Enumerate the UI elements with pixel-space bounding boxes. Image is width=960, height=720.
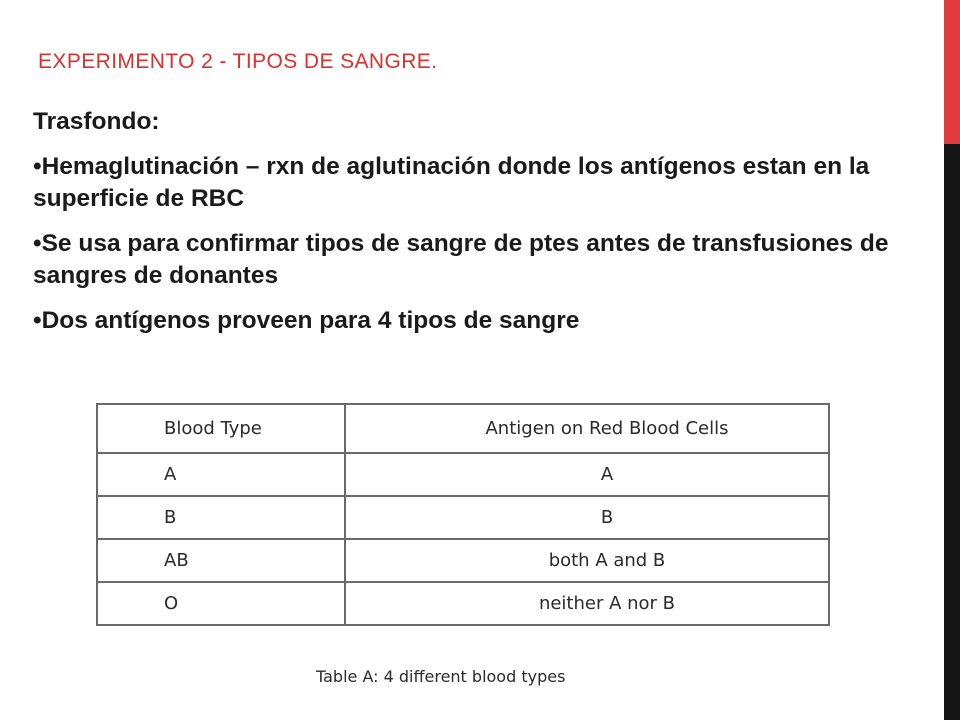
cell-antigen: B xyxy=(345,496,829,539)
side-bar-accent xyxy=(944,0,960,144)
header-blood-type: Blood Type xyxy=(97,404,345,453)
slide-body xyxy=(33,106,913,350)
bullet-item: •Hemaglutinación – rxn de aglutinación donde los antígenos estan en la superficie de RBC xyxy=(33,153,870,212)
bullet-item: •Se usa para confirmar tipos de sangre de ptes antes de transfusiones de sangres de donantes xyxy=(33,230,889,289)
table-row xyxy=(97,496,829,539)
bullet-item: •Dos antígenos proveen para 4 tipos de sangre xyxy=(33,307,580,334)
section-heading: Trasfondo: xyxy=(33,108,160,135)
table-caption: Table A: 4 different blood types xyxy=(316,667,566,686)
cell-blood-type: AB xyxy=(97,539,345,582)
cell-blood-type: O xyxy=(97,582,345,625)
blood-type-table-figure xyxy=(96,403,832,626)
cell-blood-type: B xyxy=(97,496,345,539)
side-decoration-bar xyxy=(944,0,960,720)
cell-antigen: both A and B xyxy=(345,539,829,582)
cell-antigen: neither A nor B xyxy=(345,582,829,625)
cell-antigen: A xyxy=(345,453,829,496)
cell-blood-type: A xyxy=(97,453,345,496)
slide-title: EXPERIMENTO 2 - TIPOS DE SANGRE. xyxy=(38,50,438,73)
table-header-row xyxy=(97,404,829,453)
table-row xyxy=(97,539,829,582)
table-row xyxy=(97,582,829,625)
header-antigen: Antigen on Red Blood Cells xyxy=(345,404,829,453)
blood-type-table xyxy=(96,403,830,626)
side-bar-dark xyxy=(944,144,960,720)
table-row xyxy=(97,453,829,496)
